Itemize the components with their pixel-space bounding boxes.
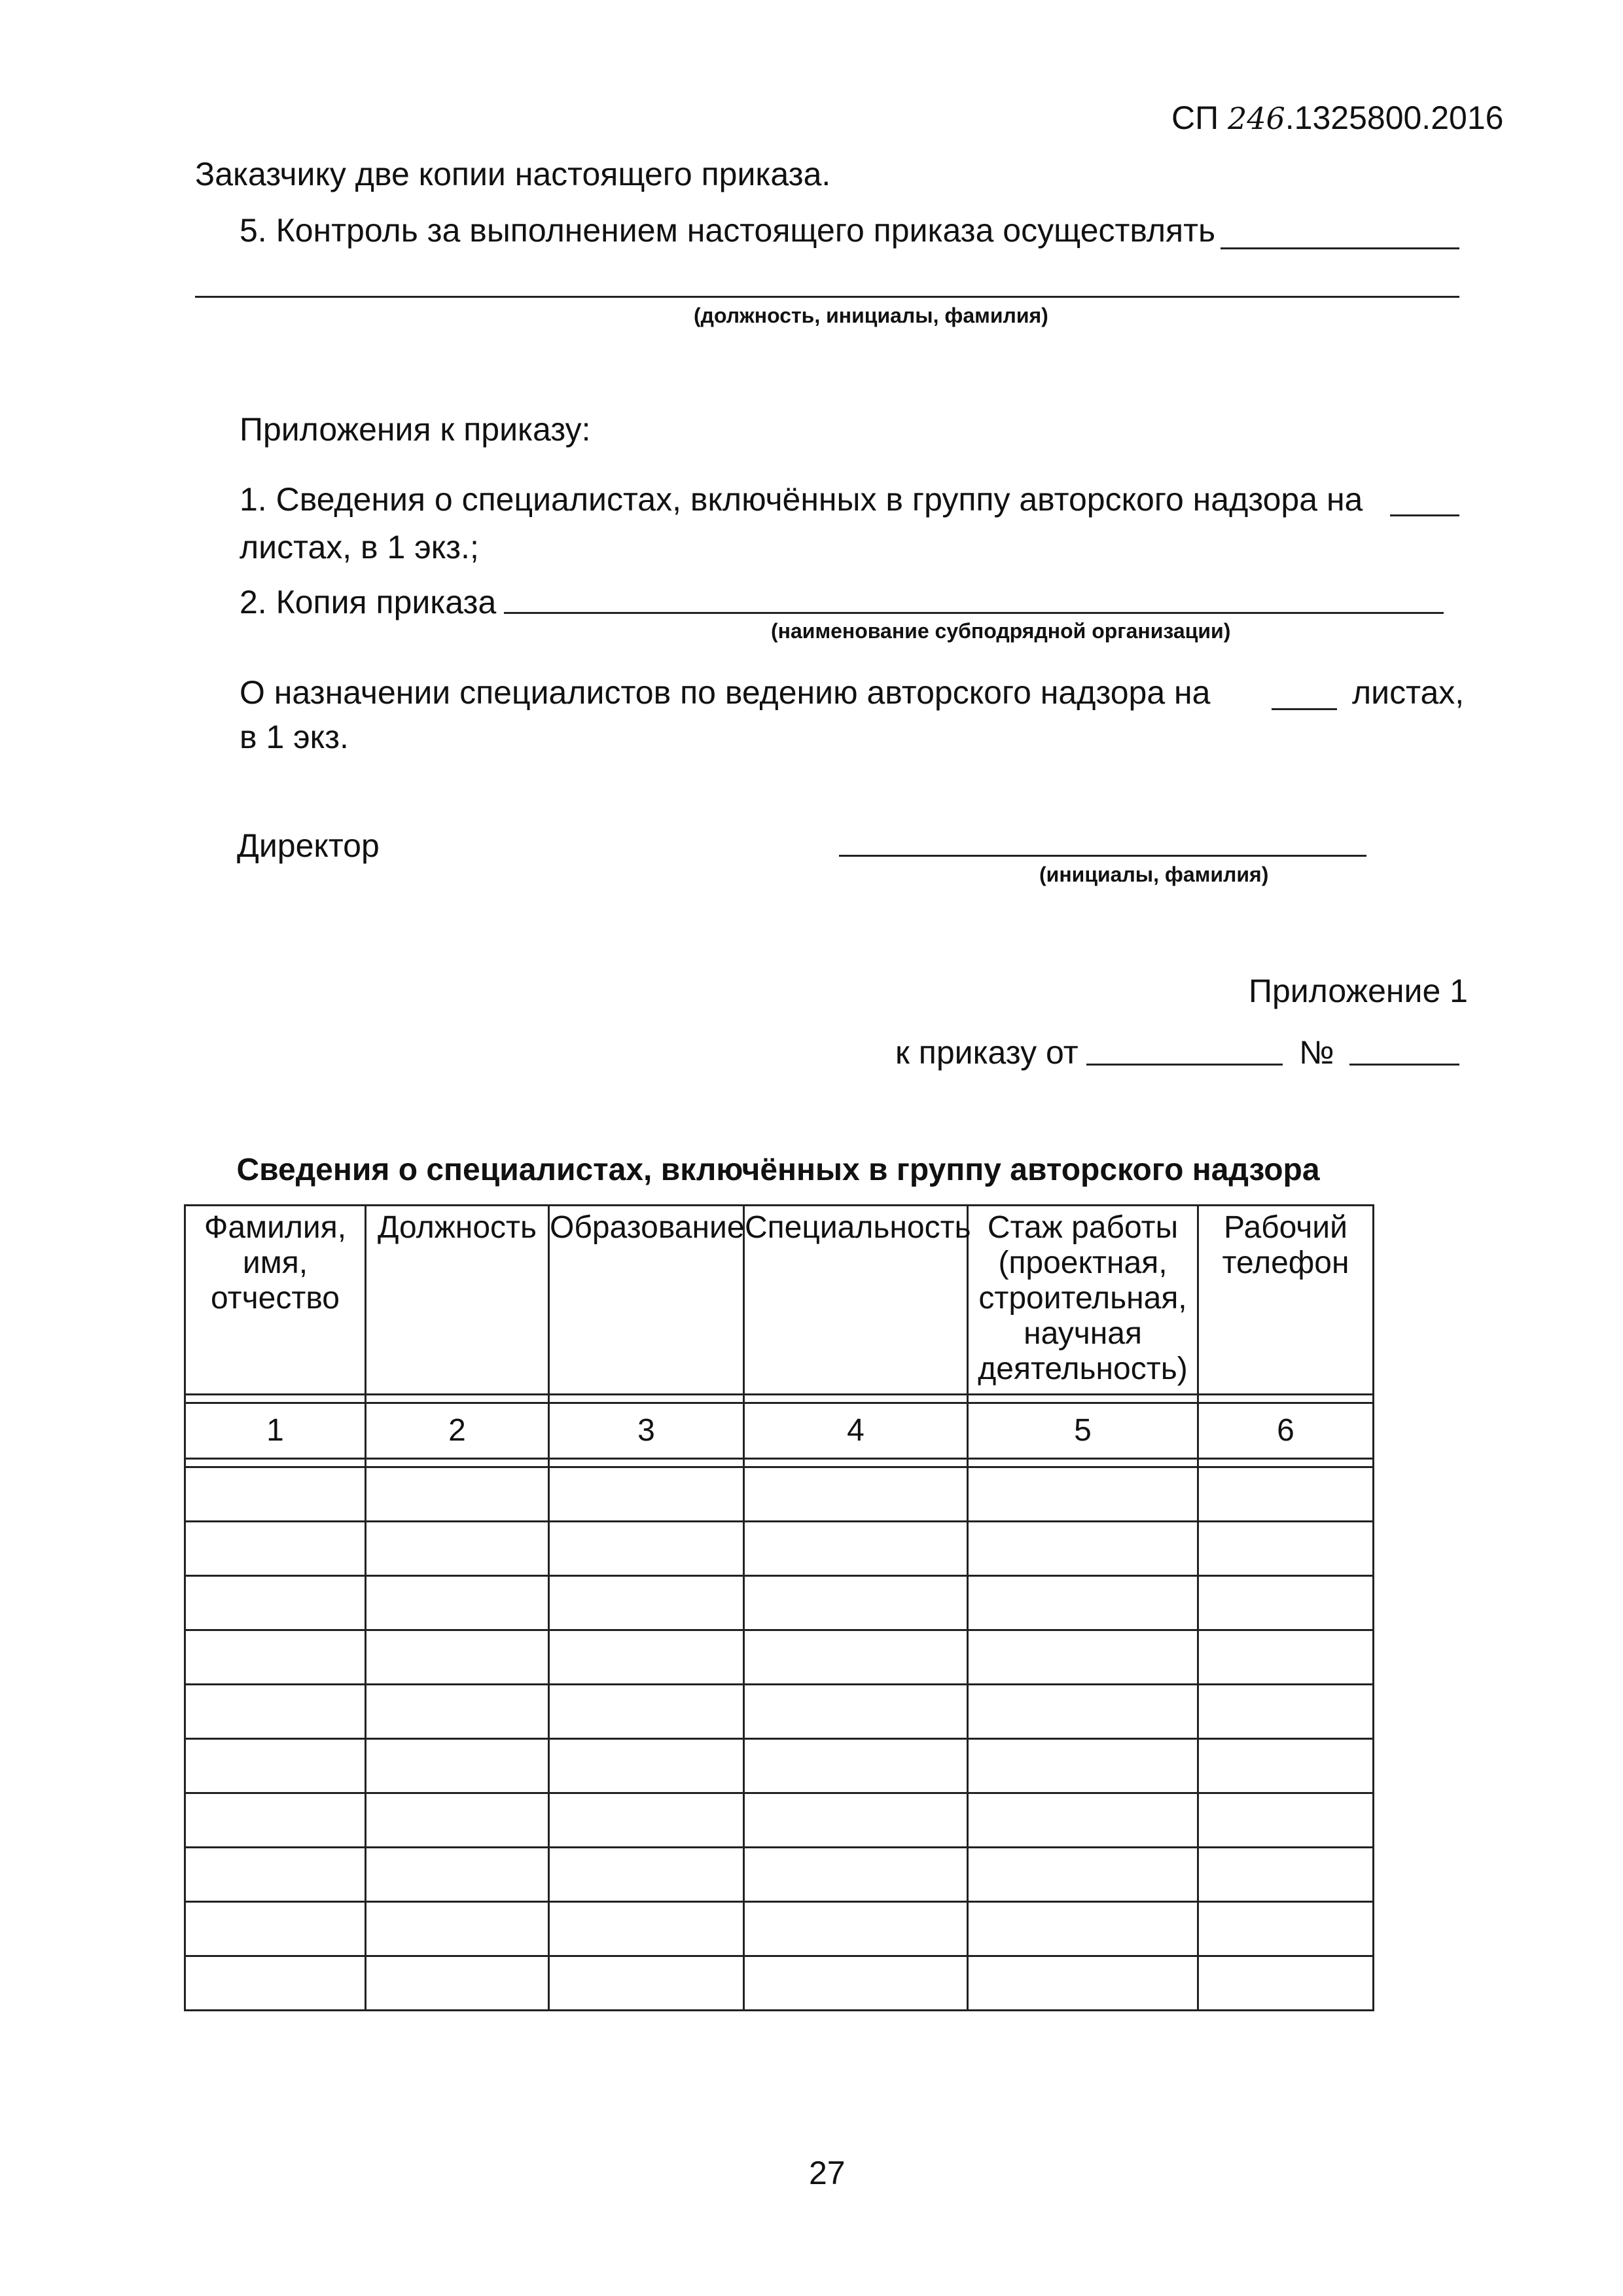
table-cell[interactable] (549, 1630, 744, 1685)
table-cell[interactable] (549, 1467, 744, 1522)
number-sign: № (1299, 1034, 1334, 1071)
separator-cell (185, 1395, 366, 1403)
table-cell[interactable] (968, 1956, 1198, 2011)
text-line-copies: Заказчику две копии настоящего приказа. (195, 156, 831, 192)
appendix-title: Приложение 1 (1249, 973, 1468, 1009)
column-number: 3 (549, 1403, 744, 1459)
table-row (185, 1739, 1374, 1793)
table-cell[interactable] (366, 1522, 549, 1576)
table-cell[interactable] (549, 1685, 744, 1739)
column-number: 1 (185, 1403, 366, 1459)
appointment-line-1: О назначении специалистов по ведению авторского надзора на (240, 674, 1211, 711)
separator-cell (366, 1395, 549, 1403)
table-cell[interactable] (185, 1576, 366, 1630)
column-header-full-name: Фамилия, имя, отчество (185, 1206, 366, 1395)
table-row (185, 1630, 1374, 1685)
specialists-table (184, 1204, 1374, 2011)
table-cell[interactable] (744, 1685, 968, 1739)
table-cell[interactable] (185, 1956, 366, 2011)
separator-cell (549, 1395, 744, 1403)
table-cell[interactable] (1198, 1793, 1374, 1848)
column-header-phone: Рабочий телефон (1198, 1206, 1374, 1395)
table-cell[interactable] (185, 1522, 366, 1576)
table-cell[interactable] (744, 1902, 968, 1956)
table-cell[interactable] (185, 1467, 366, 1522)
table-cell[interactable] (968, 1848, 1198, 1902)
caption-position: (должность, инициалы, фамилия) (694, 304, 1048, 327)
document-code (1171, 98, 1503, 138)
table-body (185, 1467, 1374, 2011)
appendix-order-from: к приказу от (895, 1034, 1079, 1071)
table-cell[interactable] (968, 1685, 1198, 1739)
table-row (185, 1902, 1374, 1956)
table-cell[interactable] (1198, 1848, 1374, 1902)
appointment-line-2: в 1 экз. (240, 719, 349, 755)
table-number-row (185, 1403, 1374, 1459)
table-row (185, 1522, 1374, 1576)
table-cell[interactable] (1198, 1902, 1374, 1956)
director-label: Директор (237, 827, 380, 864)
separator-cell (549, 1459, 744, 1467)
table-cell[interactable] (744, 1793, 968, 1848)
table-cell[interactable] (366, 1576, 549, 1630)
blank-line-director-name[interactable] (839, 855, 1366, 857)
table-cell[interactable] (185, 1685, 366, 1739)
table-row (185, 1685, 1374, 1739)
separator-cell (968, 1459, 1198, 1467)
table-cell[interactable] (185, 1793, 366, 1848)
table-cell[interactable] (968, 1793, 1198, 1848)
caption-director-name: (инициалы, фамилия) (1039, 863, 1269, 886)
appendix-item-1-line-2: листах, в 1 экз.; (240, 529, 479, 565)
column-header-experience: Стаж работы (проектная, строительная, научная деятельность) (968, 1206, 1198, 1395)
table-separator-row (185, 1459, 1374, 1467)
table-row (185, 1848, 1374, 1902)
appendix-item-2: 2. Копия приказа (240, 584, 497, 620)
table-cell[interactable] (366, 1793, 549, 1848)
separator-cell (185, 1459, 366, 1467)
table-cell[interactable] (744, 1576, 968, 1630)
table-cell[interactable] (185, 1739, 366, 1793)
table-cell[interactable] (366, 1848, 549, 1902)
table-cell[interactable] (968, 1467, 1198, 1522)
table-cell[interactable] (549, 1576, 744, 1630)
table-cell[interactable] (1198, 1739, 1374, 1793)
blank-line-order-number[interactable] (1349, 1064, 1459, 1066)
table-cell[interactable] (1198, 1522, 1374, 1576)
caption-organization: (наименование субподрядной организации) (771, 619, 1231, 643)
table-cell[interactable] (549, 1522, 744, 1576)
table-cell[interactable] (549, 1848, 744, 1902)
table-cell[interactable] (968, 1522, 1198, 1576)
column-header-education: Образование (549, 1206, 744, 1395)
blank-line-order-copy[interactable] (504, 612, 1444, 614)
column-number: 4 (744, 1403, 968, 1459)
separator-cell (744, 1395, 968, 1403)
table-cell[interactable] (968, 1630, 1198, 1685)
document-code-handwritten: 246 (1227, 101, 1285, 136)
table-cell[interactable] (744, 1848, 968, 1902)
table-cell[interactable] (366, 1685, 549, 1739)
document-code-suffix: .1325800.2016 (1285, 99, 1504, 136)
table-cell[interactable] (185, 1902, 366, 1956)
table-cell[interactable] (1198, 1576, 1374, 1630)
blank-line-sheet-count-2[interactable] (1272, 708, 1337, 710)
appendices-title: Приложения к приказу: (240, 411, 591, 448)
separator-cell (968, 1395, 1198, 1403)
appendix-item-1-line-1: 1. Сведения о специалистах, включённых в группу авторского надзора на (240, 481, 1363, 518)
table-cell[interactable] (968, 1902, 1198, 1956)
table-cell[interactable] (185, 1848, 366, 1902)
table-cell[interactable] (366, 1739, 549, 1793)
table-cell[interactable] (549, 1739, 744, 1793)
table-cell[interactable] (549, 1793, 744, 1848)
table-header-row (185, 1206, 1374, 1395)
table-cell[interactable] (968, 1739, 1198, 1793)
table-cell[interactable] (968, 1576, 1198, 1630)
column-number: 5 (968, 1403, 1198, 1459)
page-number: 27 (809, 2155, 846, 2191)
table-cell[interactable] (1198, 1685, 1374, 1739)
table-row (185, 1956, 1374, 2011)
blank-line-sheet-count-1[interactable] (1390, 514, 1459, 516)
text-item-5: 5. Контроль за выполнением настоящего приказа осуществлять (240, 212, 1216, 249)
separator-cell (1198, 1395, 1374, 1403)
document-code-prefix: СП (1171, 99, 1219, 136)
appointment-line-1-end: листах, (1352, 674, 1465, 711)
table-cell[interactable] (185, 1630, 366, 1685)
table-cell[interactable] (744, 1522, 968, 1576)
column-header-position: Должность (366, 1206, 549, 1395)
table-row (185, 1793, 1374, 1848)
separator-cell (366, 1459, 549, 1467)
table-cell[interactable] (744, 1630, 968, 1685)
table-cell[interactable] (366, 1956, 549, 2011)
column-number: 6 (1198, 1403, 1374, 1459)
table-separator-row (185, 1395, 1374, 1403)
table-cell[interactable] (744, 1956, 968, 2011)
table-cell[interactable] (366, 1902, 549, 1956)
column-header-specialty: Специальность (744, 1206, 968, 1395)
table-cell[interactable] (549, 1902, 744, 1956)
table-cell[interactable] (1198, 1630, 1374, 1685)
separator-cell (1198, 1459, 1374, 1467)
table-title: Сведения о специалистах, включённых в группу авторского надзора (236, 1153, 1320, 1187)
blank-line-order-date[interactable] (1086, 1064, 1283, 1066)
table-cell[interactable] (1198, 1467, 1374, 1522)
table-cell[interactable] (366, 1630, 549, 1685)
table-cell[interactable] (744, 1467, 968, 1522)
separator-cell (744, 1459, 968, 1467)
table-cell[interactable] (549, 1956, 744, 2011)
blank-line-position[interactable] (195, 296, 1459, 298)
blank-line-control-person[interactable] (1221, 247, 1459, 249)
table-row (185, 1467, 1374, 1522)
table-cell[interactable] (1198, 1956, 1374, 2011)
table-row (185, 1576, 1374, 1630)
table-cell[interactable] (744, 1739, 968, 1793)
column-number: 2 (366, 1403, 549, 1459)
table-cell[interactable] (366, 1467, 549, 1522)
